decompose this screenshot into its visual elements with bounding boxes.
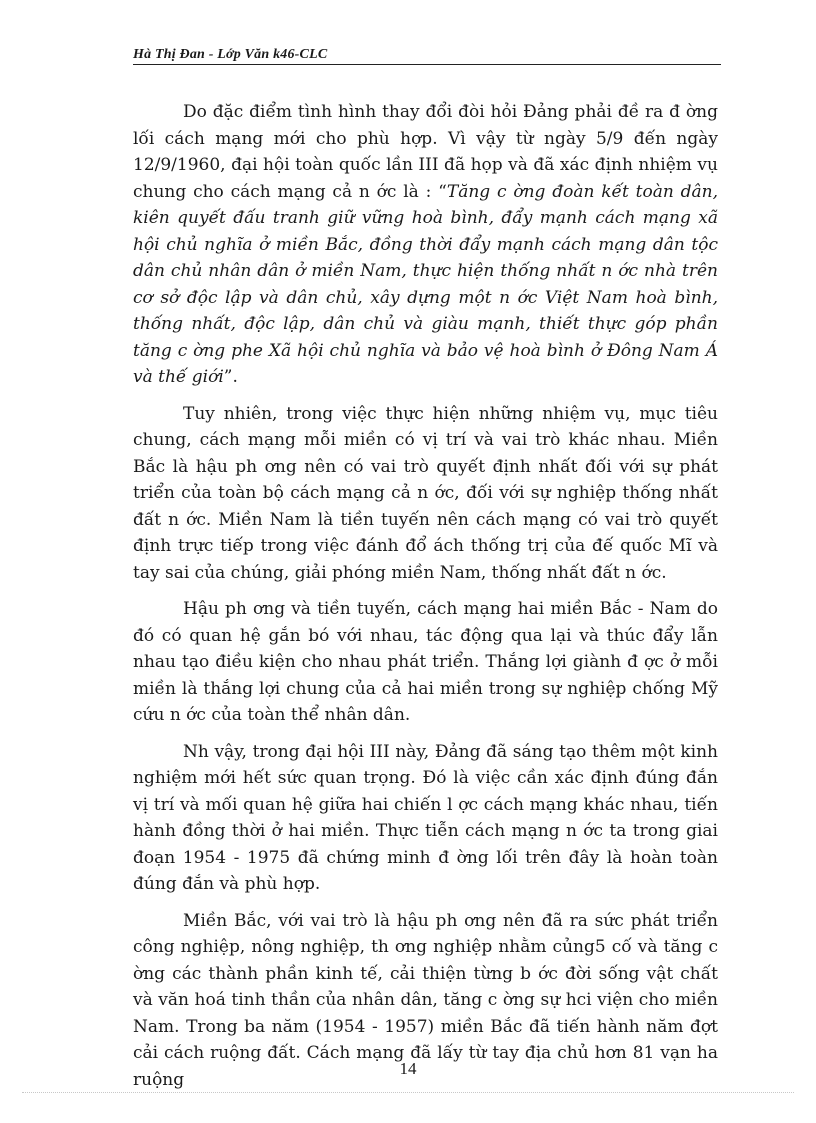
paragraph-3: Hậu ph ơng và tiền tuyến, cách mạng hai miền Bắc - Nam do đó có quan hệ gắn bó với nhau, tác động qua lại và thúc đẩy lẫn nhau tạo điều kiện cho nhau phát triển. Thắng lợi giành đ ợc ở mỗi miền là thắng lợi chung của cả hai miền trong sự nghiệp chống Mỹ cứu n ớc của toàn thể nhân dân. (133, 599, 718, 725)
header-rule (133, 64, 721, 65)
paragraph-2: Tuy nhiên, trong việc thực hiện những nhiệm vụ, mục tiêu chung, cách mạng mỗi miền có vị trí và vai trò khác nhau. Miền Bắc là hậu ph ơng nên có vai trò quyết định nhất đối với sự phát triển của toàn bộ cách mạng cả n ớc, đối với sự nghiệp thống nhất đất n ớc. Miền Nam là tiền tuyến nên cách mạng có vai trò quyết định trực tiếp trong việc đánh đổ ách thống trị của đế quốc Mĩ và tay sai của chúng, giải phóng miền Nam, thống nhất đất n ớc. (133, 403, 718, 583)
paragraph-1-quote: Tăng c ờng đoàn kết toàn dân, kiên quyết đấu tranh giữ vững hoà bình, đẩy mạnh cách mạng xã hội chủ nghĩa ở miền Bắc, đồng thời đẩy mạnh cách mạng dân tộc dân chủ nhân dân ở miền Nam, thực hiện thống nhất n ớc nhà trên cơ sở độc lập và dân chủ, xây dựng một n ớc Việt Nam hoà bình, thống nhất, độc lập, dân chủ và giàu mạnh, thiết thực góp phần tăng c ờng phe Xã hội chủ nghĩa và bảo vệ hoà bình ở Đông Nam Á và thế giới (133, 181, 718, 387)
page-header: Hà Thị Đan - Lớp Văn k46-CLC (133, 47, 328, 62)
paragraph-4: Nh vậy, trong đại hội III này, Đảng đã sáng tạo thêm một kinh nghiệm mới hết sức quan trọng. Đó là việc cần xác định đúng đắn vị trí và mối quan hệ giữa hai chiến l ợc cách mạng khác nhau, tiến hành đồng thời ở hai miền. Thực tiễn cách mạng n ớc ta trong giai đoạn 1954 - 1975 đã chứng minh đ ờng lối trên đây là hoàn toàn đúng đắn và phù hợp. (133, 741, 718, 894)
document-body (133, 99, 718, 1103)
paragraph-1-text: Do đặc điểm tình hình thay đổi đòi hỏi Đảng phải đề ra đ ờng lối cách mạng mới cho phù hợp. Vì vậy từ ngày 5/9 đến ngày 12/9/1960, đại hội toàn quốc lần III đã họp và đã xác định nhiệm vụ chung cho cách mạng cả n ớc là : “ (133, 102, 718, 202)
paragraph-1-tail: ”. (223, 367, 238, 387)
paragraph-5: Miền Bắc, với vai trò là hậu ph ơng nên đã ra sức phát triển công nghiệp, nông nghiệp, th ơng nghiệp nhằm củng5 cố và tăng c ờng các thành phần kinh tế, cải thiện từng b ớc đời sống vật chất và văn hoá tinh thần của nhân dân, tăng c ờng sự hci viện cho miền Nam. Trong ba năm (1954 - 1957) miền Bắc đã tiến hành năm đợt cải cách ruộng đất. Cách mạng đã lấy từ tay địa chủ hơn 81 vạn ha ruộng (133, 910, 718, 1090)
bottom-dotted-rule (22, 1092, 794, 1093)
paragraph-1 (133, 99, 718, 391)
page-number: 14 (399, 1059, 417, 1078)
